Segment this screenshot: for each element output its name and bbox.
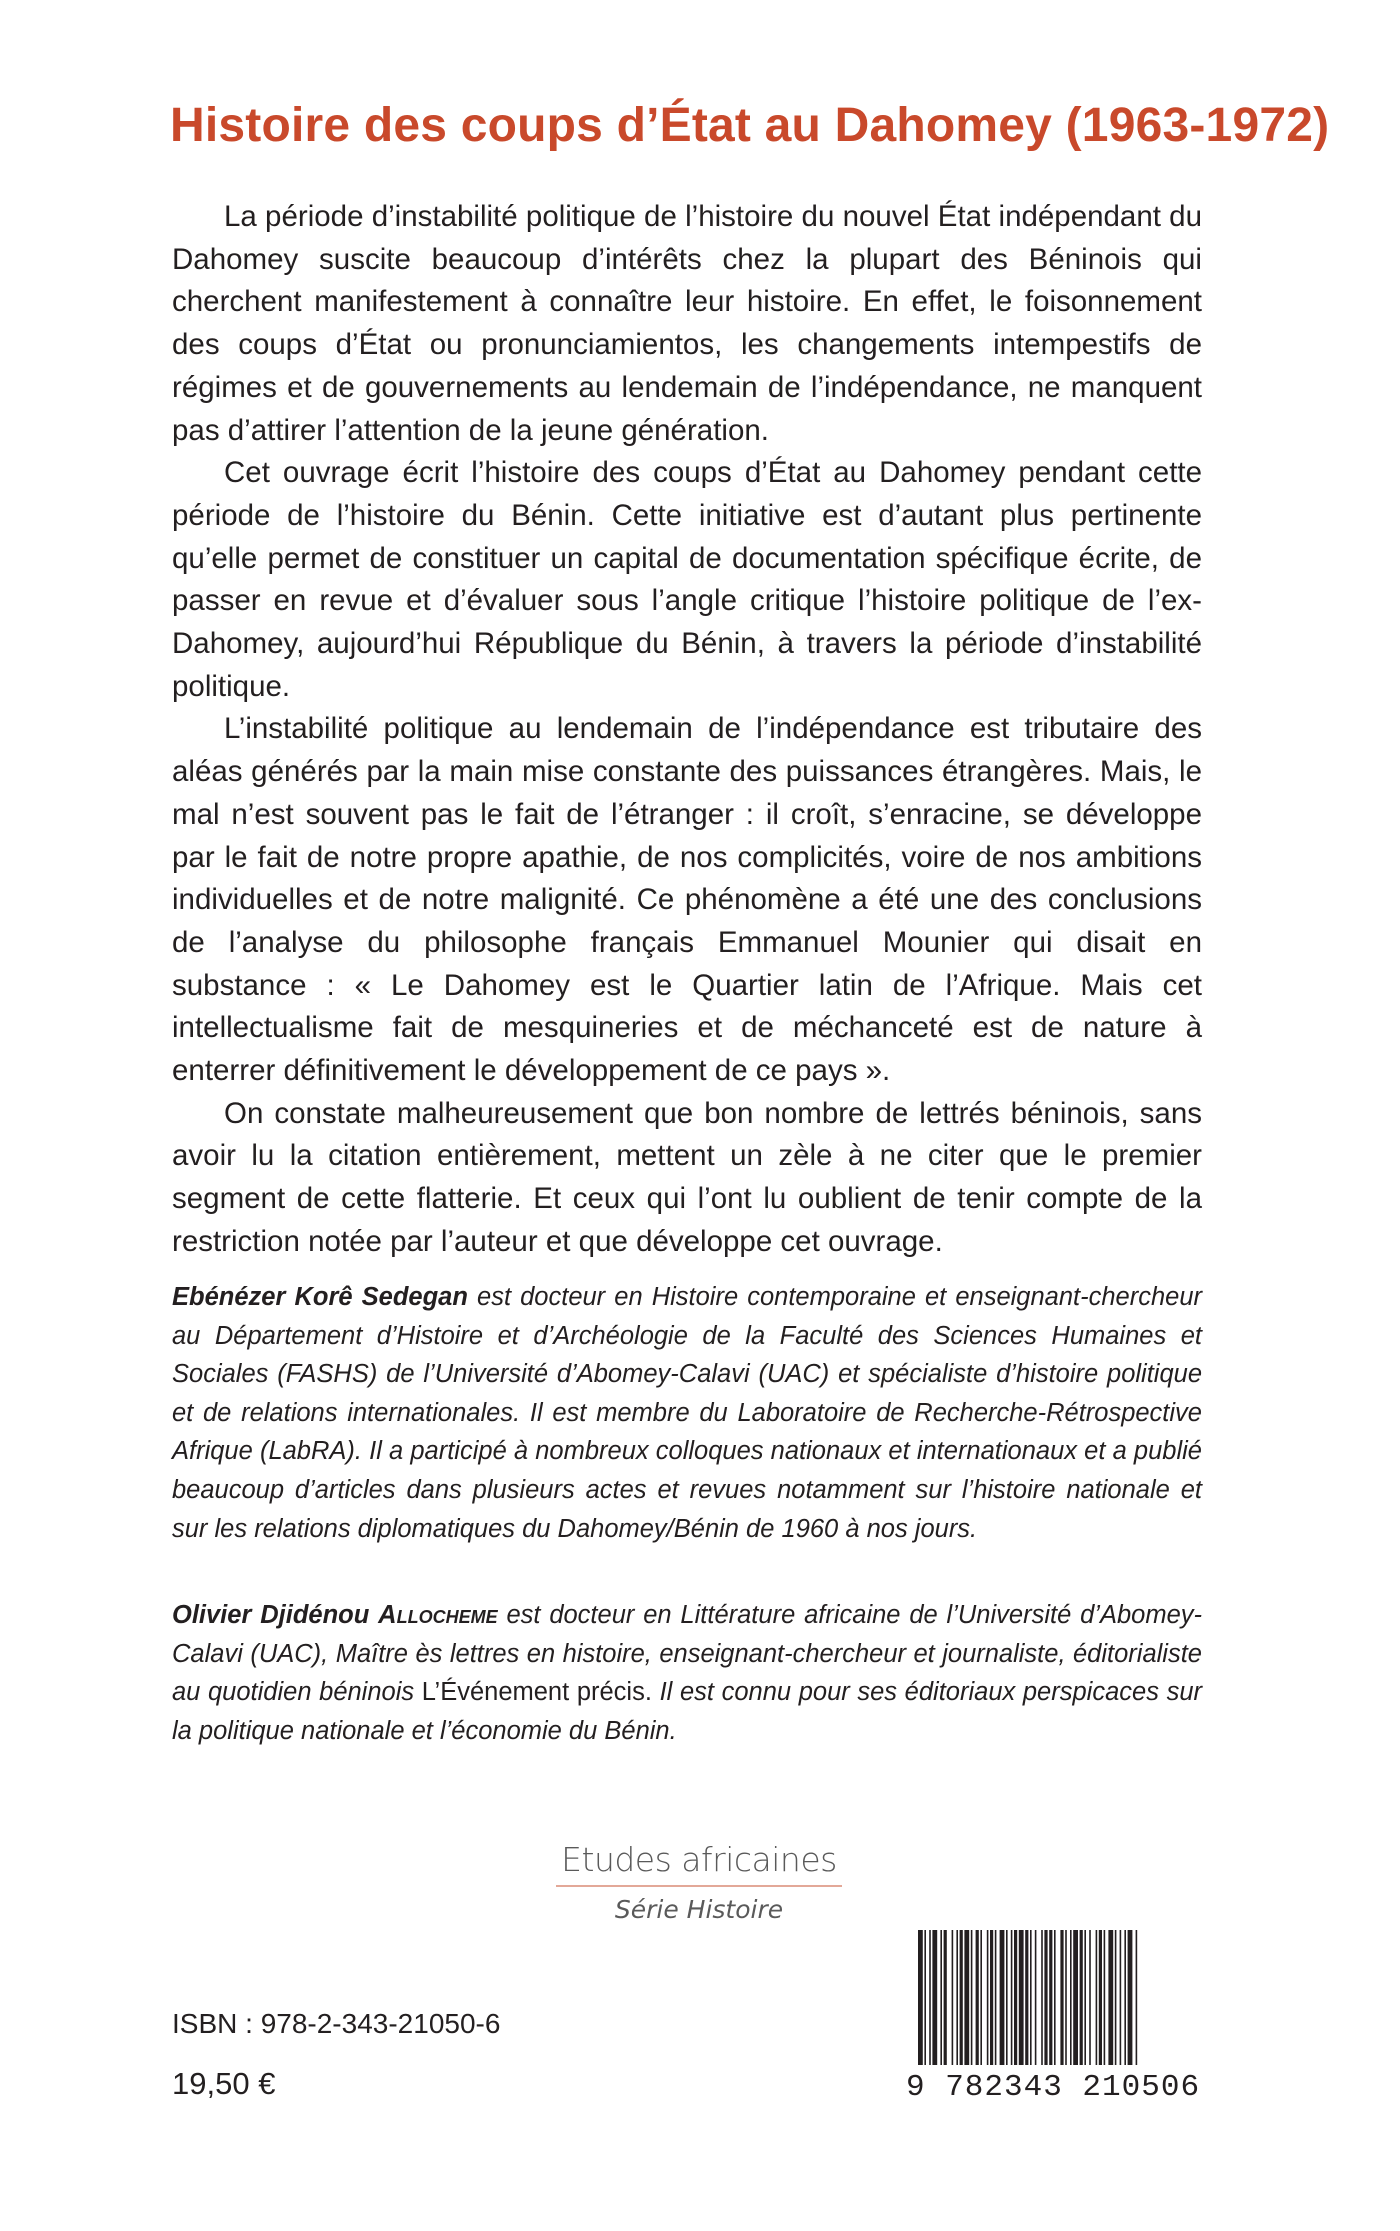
barcode-number: 9 782343 210506 bbox=[906, 2070, 1201, 2105]
author-last-name: Allocheme bbox=[378, 1601, 498, 1629]
book-title: Histoire des coups d’État au Dahomey (1963-1972) bbox=[170, 99, 1330, 152]
back-cover-blurb bbox=[172, 196, 1202, 1264]
author-bio-text-end: Il est connu pour ses éditoriaux perspicaces sur la politique nationale et l’économie du Bénin. bbox=[172, 1678, 1202, 1745]
newspaper-name: L’Événement précis. bbox=[421, 1678, 652, 1707]
collection-divider bbox=[556, 1885, 842, 1887]
author-bio-allocheme bbox=[172, 1596, 1202, 1750]
price: 19,50 € bbox=[172, 2066, 276, 2101]
blurb-paragraph: Cet ouvrage écrit l’histoire des coups d’État au Dahomey pendant cette période de l’histoire du Bénin. Cette initiative est d’autant plus pertinente qu’elle permet de constituer un capital de documentation spécifique écrite, de passer en revue et d’évaluer sous l’angle critique l’histoire politique de l’ex-Dahomey, aujourd’hui République du Bénin, à travers la période d’instabilité politique. bbox=[172, 456, 1202, 703]
blurb-paragraph: L’instabilité politique au lendemain de l’indépendance est tributaire des aléas générés par la main mise constante des puissances étrangères. Mais, le mal n’est souvent pas le fait de l’étranger : il croît, s’enracine, se développe par le fait de notre propre apathie, de nos complicités, voire de nos ambitions individuelles et de notre malignité. Ce phénomène a été une des conclusions de l’analyse du philosophe français Emmanuel Mounier qui disait en substance : « Le Dahomey est le Quartier latin de l’Afrique. Mais cet intellectualisme fait de mesquineries et de méchanceté est de nature à enterrer définitivement le développement de ce pays ». bbox=[172, 712, 1202, 1088]
author-name: Ebénézer Korê Sedegan bbox=[172, 1283, 468, 1311]
collection-logo bbox=[554, 1840, 844, 1924]
author-bio-sedegan bbox=[172, 1278, 1202, 1548]
blurb-paragraph: La période d’instabilité politique de l’histoire du nouvel État indépendant du Dahomey suscite beaucoup d’intérêts chez la plupart des Béninois qui cherchent manifestement à connaître leur histoire. En effet, le foisonnement des coups d’État ou pronunciamientos, les changements intempestifs de régimes et de gouvernements au lendemain de l’indépendance, ne manquent pas d’attirer l’attention de la jeune génération. bbox=[172, 200, 1202, 447]
collection-name: Etudes africaines bbox=[561, 1840, 837, 1879]
author-first-name: Olivier Djidénou bbox=[172, 1601, 370, 1629]
blurb-paragraph: On constate malheureusement que bon nombre de lettrés béninois, sans avoir lu la citation entièrement, mettent un zèle à ne citer que le premier segment de cette flatterie. Et ceux qui l’ont lu oublient de tenir compte de la restriction notée par l’auteur et que développe cet ouvrage. bbox=[172, 1096, 1202, 1258]
author-bio-text: est docteur en Littérature africaine de l’Université d’Abomey-Calavi (UAC), Maître ès lettres en histoire, enseignant-chercheur et journaliste, éditorialiste au quotidien béninois bbox=[172, 1601, 1202, 1707]
author-bio-text: est docteur en Histoire contemporaine et enseignant-chercheur au Département d’Histoire et d’Archéologie de la Faculté des Sciences Humaines et Sociales (FASHS) de l’Université d’Abomey-Calavi (UAC) et spécialiste d’histoire politique et de relations internationales. Il est membre du Laboratoire de Recherche-Rétrospective Afrique (LabRA). Il a participé à nombreux colloques nationaux et internationaux et a publié beaucoup d’articles dans plusieurs actes et revues notamment sur l’histoire nationale et sur les relations diplomatiques du Dahomey/Bénin de 1960 à nos jours. bbox=[172, 1283, 1203, 1543]
isbn: ISBN : 978-2-343-21050-6 bbox=[172, 2008, 501, 2039]
collection-series: Série Histoire bbox=[614, 1895, 784, 1924]
